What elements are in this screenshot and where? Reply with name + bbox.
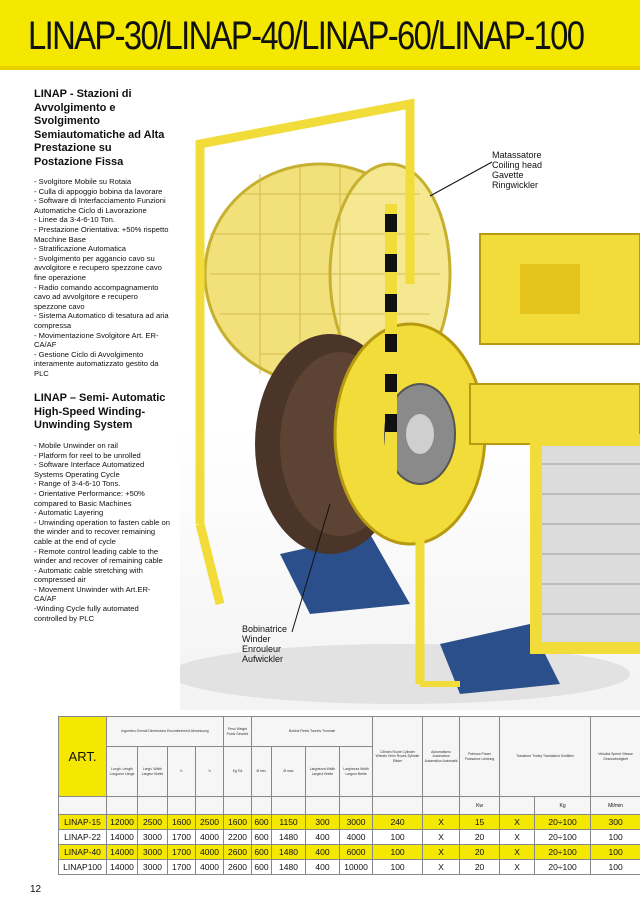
cell: 2200 xyxy=(224,830,252,845)
list-item: - Svolgitore Mobile su Rotaia xyxy=(34,177,132,186)
list-item: - Stratificazione Automatica xyxy=(34,244,127,254)
art-header: ART. xyxy=(59,717,107,797)
english-section-title: LINAP – Semi- Automatic High-Speed Winding-Unwinding System xyxy=(34,392,166,432)
cell: 600 xyxy=(252,815,272,830)
header-power: Potenza Power Puissance Leistung xyxy=(460,717,500,797)
cell: 1480 xyxy=(272,845,306,860)
machine-photo xyxy=(180,84,640,710)
table-row xyxy=(59,830,640,845)
table-row xyxy=(59,860,640,875)
cell: 3000 xyxy=(138,845,168,860)
cell: 600 xyxy=(252,845,272,860)
unit-cell xyxy=(224,797,252,815)
list-item: - Linee da 3-4-6-10 Ton. xyxy=(34,215,115,225)
page-number: 12 xyxy=(30,884,42,895)
cell: 2600 xyxy=(224,860,252,875)
cell: 300 xyxy=(591,815,640,830)
cell: 400 xyxy=(306,845,340,860)
cell: LINAP-15 xyxy=(59,815,107,830)
cell: X xyxy=(500,830,535,845)
callout-line: Aufwickler xyxy=(242,654,284,664)
cell: 1150 xyxy=(272,815,306,830)
cell: LINAP-22 xyxy=(59,830,107,845)
subheader-dia-min: Ø min. xyxy=(252,747,272,797)
subheader-reel-width-2: Larghezza Width Largeur Breite xyxy=(340,747,373,797)
callout-line: Ringwickler xyxy=(492,180,539,190)
italian-section-title: LINAP - Stazioni di Avvolgimento e Svolgimento Semiautomatiche ad Alta Prestazione su Postazione Fissa xyxy=(34,88,165,168)
list-item: - Prestazione Orientativa: +50% rispetto Macchine Base xyxy=(34,224,169,244)
cell: 10000 xyxy=(340,860,373,875)
callout-line: Bobinatrice xyxy=(242,624,288,634)
italian-feature-list xyxy=(34,177,172,378)
cell: 20 xyxy=(460,830,500,845)
cell: 400 xyxy=(306,860,340,875)
cell: 20 xyxy=(460,845,500,860)
list-item: -Winding Cycle fully automated controlled by PLC xyxy=(34,604,139,623)
list-item: - Unwinding operation to fasten cable on the winder and to recover remaining cable at the end of cycle xyxy=(34,517,170,546)
cell: X xyxy=(500,815,535,830)
header-dimensions: Ingombro Overall Dimensions Encombrement Abmessung xyxy=(107,717,224,747)
page-title: LINAP-30/LINAP-40/LINAP-60/LINAP-100 xyxy=(28,14,584,58)
callout-line: Gavette xyxy=(492,170,524,180)
cell: 1700 xyxy=(168,860,196,875)
cell: 20 xyxy=(460,860,500,875)
header-trolley: Traslatore Trolley Translateur Schlitten xyxy=(500,717,591,797)
cell: 20÷100 xyxy=(535,815,591,830)
unit-cell xyxy=(340,797,373,815)
subheader-h1: h xyxy=(168,747,196,797)
list-item: - Culla di appoggio bobina da lavorare xyxy=(34,186,163,196)
subheader-reel-width-1: Larghezza Width Largeur Breite xyxy=(306,747,340,797)
header-speed: Velocità Speed Vitesse Geschwindigkeit xyxy=(591,717,640,797)
list-item: - Orientative Performance: +50% compared to Basic Machines xyxy=(34,488,145,508)
cell: X xyxy=(423,845,460,860)
unit-cell xyxy=(138,797,168,815)
unit-cell xyxy=(107,797,138,815)
header-weight: Peso Weight Poids Gewicht xyxy=(224,717,252,747)
cell: 14000 xyxy=(107,845,138,860)
list-item: - Remote control leading cable to the winder and recover of remaining cable xyxy=(34,546,163,566)
subheader-width: Largh. Width Largeur Breite xyxy=(138,747,168,797)
cell: 20÷100 xyxy=(535,860,591,875)
spec-table xyxy=(58,716,640,875)
unit-cell xyxy=(196,797,224,815)
subheader-length: Lungh. Length Longueur Länge xyxy=(107,747,138,797)
unit-cell xyxy=(500,797,535,815)
cell: X xyxy=(500,845,535,860)
cell: 15 xyxy=(460,815,500,830)
callout-winder xyxy=(242,624,287,664)
cell: LINAP100 xyxy=(59,860,107,875)
cell: 14000 xyxy=(107,860,138,875)
table-row xyxy=(59,815,640,830)
cell: 100 xyxy=(591,845,640,860)
cell: 20÷100 xyxy=(535,845,591,860)
page-header xyxy=(0,0,640,70)
cell: 14000 xyxy=(107,830,138,845)
cell: LINAP-40 xyxy=(59,845,107,860)
cell: 3000 xyxy=(138,860,168,875)
list-item: - Platform for reel to be unrolled xyxy=(34,450,141,460)
list-item: - Sistema Automatico di tesatura ad aria compressa xyxy=(34,311,169,330)
unit-cell xyxy=(272,797,306,815)
cell: 6000 xyxy=(340,845,373,860)
cell: X xyxy=(500,860,535,875)
list-item: - Automatic cable stretching with compressed air xyxy=(34,565,143,585)
cell: 1480 xyxy=(272,830,306,845)
cell: X xyxy=(423,860,460,875)
cell: 240 xyxy=(373,815,423,830)
callout-line: Winder xyxy=(242,634,271,644)
header-reels: Bobine Reels Tourets Trommel xyxy=(252,717,373,747)
cell: 1600 xyxy=(168,815,196,830)
list-item: - Movement Unwinder with Art.ER-CA/AF xyxy=(34,584,151,604)
list-item: - Range of 3-4-6-10 Tons. xyxy=(34,479,121,489)
cell: 3000 xyxy=(138,830,168,845)
unit-cell xyxy=(306,797,340,815)
cell: 4000 xyxy=(196,830,224,845)
cell: 1600 xyxy=(224,815,252,830)
list-item: - Mobile Unwinder on rail xyxy=(34,440,118,450)
table-row xyxy=(59,845,640,860)
subheader-kg-tot: Kg Tot xyxy=(224,747,252,797)
unit-cell xyxy=(423,797,460,815)
unit-cell xyxy=(252,797,272,815)
cell: 100 xyxy=(591,860,640,875)
cell: 100 xyxy=(373,860,423,875)
list-item: - Svolgimento per aggancio cavo su avvolgitore e recupero spezzone cavo fine operazione xyxy=(34,253,162,282)
subheader-dia-max: Ø max xyxy=(272,747,306,797)
cell: 100 xyxy=(373,830,423,845)
list-item: - Software Interface Automatized Systems Operating Cycle xyxy=(34,460,145,479)
english-feature-list xyxy=(34,441,172,623)
callout-line: Enrouleur xyxy=(242,644,282,654)
cell: 1700 xyxy=(168,845,196,860)
cell: 600 xyxy=(252,860,272,875)
cell: 400 xyxy=(306,830,340,845)
cell: 600 xyxy=(252,830,272,845)
cell: 12000 xyxy=(107,815,138,830)
cell: 100 xyxy=(373,845,423,860)
list-item: - Automatic Layering xyxy=(34,508,104,518)
list-item: - Movimentazione Svolgitore Art. ER-CA/AF xyxy=(34,330,159,350)
cell: 3000 xyxy=(340,815,373,830)
list-item: - Gestione Ciclo di Avvolgimento interamente automatizzato gestito da PLC xyxy=(34,349,159,378)
header-automation: Automatismo Automation Automation Automatik xyxy=(423,717,460,797)
unit-cell xyxy=(168,797,196,815)
callout-line: Matassatore xyxy=(492,150,542,160)
cell: 20÷100 xyxy=(535,830,591,845)
unit-cell xyxy=(59,797,107,815)
cell: 1480 xyxy=(272,860,306,875)
cell: 4000 xyxy=(340,830,373,845)
cell: X xyxy=(423,815,460,830)
list-item: - Software di Interfacciamento Funzioni Automatiche Ciclo di Lavorazione xyxy=(34,196,166,215)
callout-line: Coiling head xyxy=(492,160,543,170)
unit-cell: Mt/min xyxy=(591,797,640,815)
header-cylinder-wheels: Cilindro Ruote Cylinder Wheels Vérin Roues Zylinder Räder xyxy=(373,717,423,797)
cell: 300 xyxy=(306,815,340,830)
text-column xyxy=(34,88,172,623)
subheader-h2: h xyxy=(196,747,224,797)
cell: 4000 xyxy=(196,860,224,875)
cell: 2500 xyxy=(138,815,168,830)
spec-table-wrapper xyxy=(58,716,640,875)
callout-coiling-head xyxy=(492,150,542,190)
cell: 4000 xyxy=(196,845,224,860)
cell: 100 xyxy=(591,830,640,845)
unit-cell: Kw xyxy=(460,797,500,815)
list-item: - Radio comando accompagnamento cavo ad avvolgitore e recupero spezzone cavo xyxy=(34,282,159,311)
cell: 2600 xyxy=(224,845,252,860)
unit-cell xyxy=(373,797,423,815)
winding-machine-illustration xyxy=(180,84,640,710)
cell: X xyxy=(423,830,460,845)
unit-cell: Kg xyxy=(535,797,591,815)
cell: 2500 xyxy=(196,815,224,830)
cell: 1700 xyxy=(168,830,196,845)
